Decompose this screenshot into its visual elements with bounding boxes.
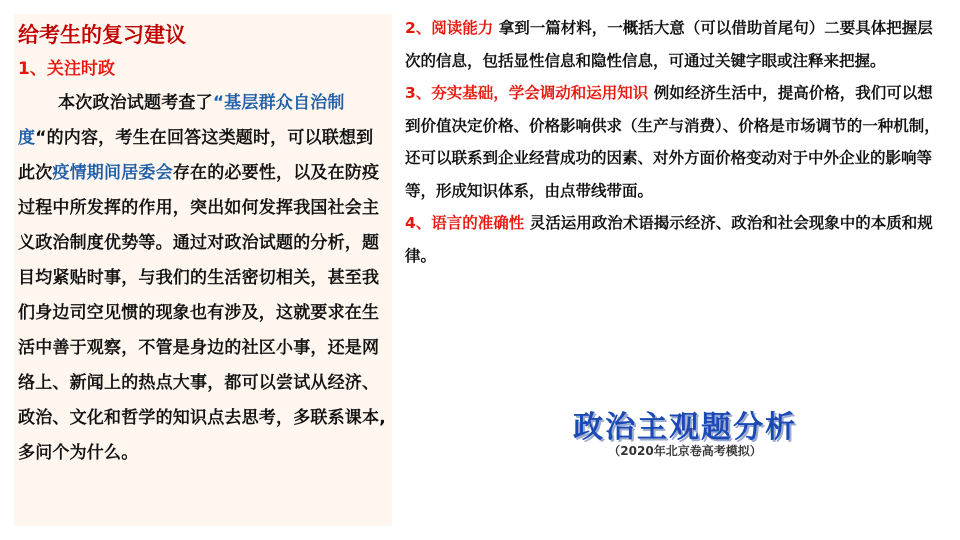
section-heading-current-affairs: 1、关注时政 — [18, 59, 115, 79]
para-text-post: 存在的必要性，以及在防疫过程中所发挥的作用，突出如何发挥我国社会主义政治制度优势等。通过对政治试题的分析，题目均紧贴时事，与我们的生活密切相关，甚至我们身边司空见惯的现象也有涉及，这就要求在生活中善于观察，不管是身边的社区小事，还是网络上、新闻上的热点大事，都可以尝试从经济、政治、文化和哲学的知识点去思考，多联系课本,多问个为什么。 — [18, 163, 386, 463]
item-reading-ability-heading: 2、阅读能力 — [405, 19, 494, 37]
item-reading-ability-body: 拿到一篇材料，一概括大意（可以借助首尾句）二要具体把握层次的信息，包括显性信息和隐性信息，可通过关键字眼或注释来把握。 — [405, 19, 933, 70]
item-language-accuracy-body: 灵活运用政治术语揭示经济、政治和社会现象中的本质和规律。 — [405, 214, 933, 265]
item-solid-foundation — [405, 77, 940, 207]
right-panel — [405, 12, 940, 272]
highlight-residents-committee: 疫情期间居委会 — [52, 163, 173, 183]
item-language-accuracy-heading: 4、语言的准确性 — [405, 214, 525, 232]
banner-title: 政治主观题分析 — [573, 410, 797, 445]
item-solid-foundation-heading: 3、夯实基础，学会调动和运用知识 — [405, 84, 649, 102]
item-language-accuracy — [405, 207, 940, 272]
item-reading-ability — [405, 12, 940, 77]
banner-subtitle: （2020年北京卷高考模拟） — [608, 444, 762, 458]
para-text-pre: 本次政治试题考查了 — [58, 93, 213, 113]
current-affairs-paragraph — [18, 86, 386, 471]
item-solid-foundation-body: 例如经济生活中，提高价格，我们可以想到价值决定价格、价格影响供求（生产与消费）、价格是市场调节的一种机制，还可以联系到企业经营成功的因素、对外方面价格变动对于中外企业的影响等等，形成知识体系，由点带线带面。 — [405, 84, 940, 200]
para-text-mid: “的内容，考生在回答这类题时，可以联想到此次 — [18, 128, 374, 183]
left-panel — [14, 14, 392, 526]
highlight-grassroots-autonomy: “基层群众自治制度 — [18, 93, 345, 148]
page-title: 给考生的复习建议 — [18, 23, 186, 47]
